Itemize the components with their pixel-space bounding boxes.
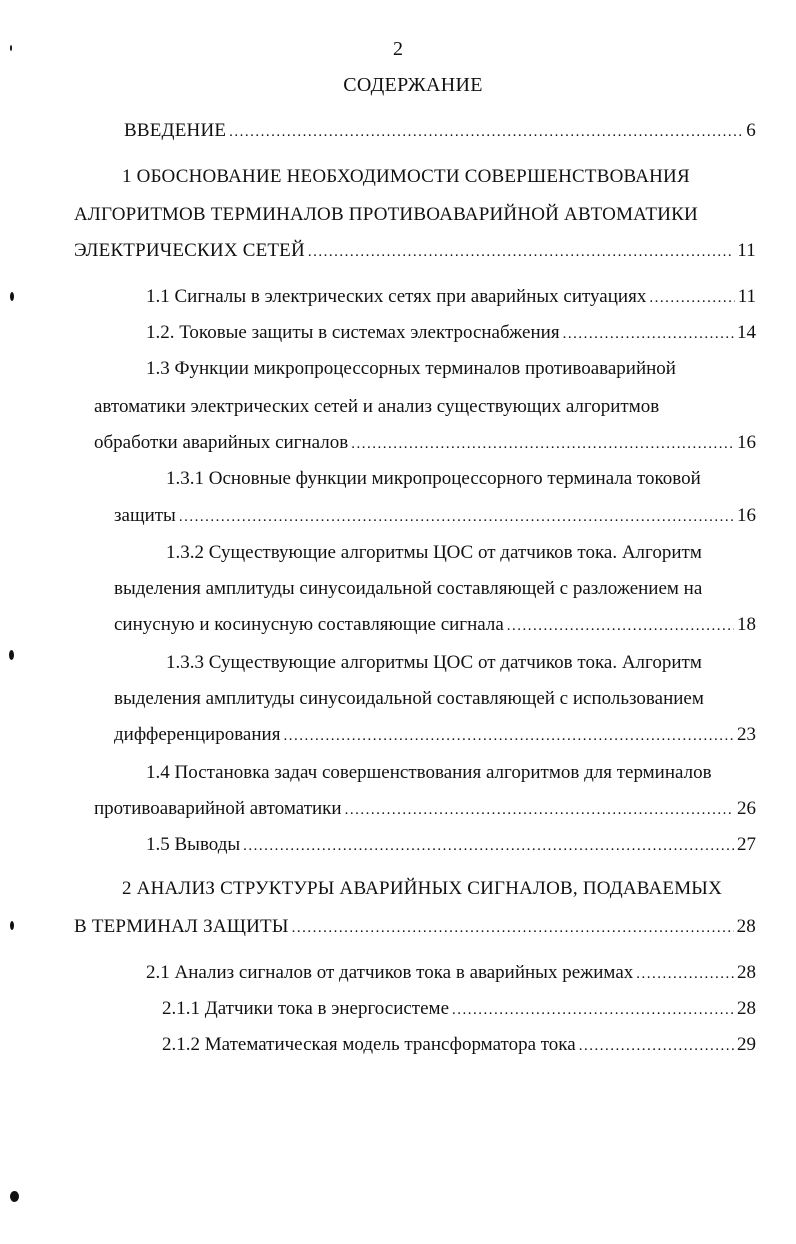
toc-entry-chapter-1-line: АЛГОРИТМОВ ТЕРМИНАЛОВ ПРОТИВОАВАРИЙНОЙ АВТОМАТИКИ — [74, 204, 698, 225]
toc-entry-page: 27 — [737, 834, 756, 855]
toc-entry-chapter-1[interactable] — [74, 238, 756, 264]
toc-entry-chapter-2-line: 2 АНАЛИЗ СТРУКТУРЫ АВАРИЙНЫХ СИГНАЛОВ, ПОДАВАЕМЫХ — [122, 878, 722, 899]
page-number: 2 — [393, 38, 403, 60]
scan-mark — [9, 650, 14, 660]
toc-entry-1-3-line: 1.3 Функции микропроцессорных терминалов противоаварийной — [146, 358, 676, 379]
toc-entry-2-1-1[interactable] — [162, 996, 756, 1022]
toc-leader-dots — [229, 119, 743, 145]
toc-entry-text: защиты — [114, 505, 176, 526]
toc-leader-dots — [507, 613, 734, 639]
toc-entry-text: дифференцирования — [114, 724, 281, 745]
toc-entry-page: 16 — [737, 432, 756, 453]
toc-leader-dots — [636, 961, 734, 987]
toc-entry-text: 1.1 Сигналы в электрических сетях при аварийных ситуациях — [146, 286, 647, 307]
toc-entry-1-3-2-line: 1.3.2 Существующие алгоритмы ЦОС от датчиков тока. Алгоритм — [166, 542, 702, 563]
toc-entry-1-4[interactable] — [94, 796, 756, 822]
toc-leader-dots — [452, 997, 734, 1023]
toc-leader-dots — [345, 797, 734, 823]
toc-entry-page: 6 — [746, 120, 756, 141]
toc-entry-text: синусную и косинусную составляющие сигнала — [114, 614, 504, 635]
toc-leader-dots — [649, 285, 734, 311]
toc-entry-text: 2.1 Анализ сигналов от датчиков тока в аварийных режимах — [146, 962, 634, 983]
toc-entry-1-3-2[interactable] — [114, 612, 756, 638]
toc-entry-1-3-2-line: выделения амплитуды синусоидальной составляющей с разложением на — [114, 578, 703, 599]
toc-entry-2-1[interactable] — [146, 960, 756, 986]
scan-mark — [10, 292, 14, 301]
toc-entry-text: обработки аварийных сигналов — [94, 432, 349, 453]
toc-leader-dots — [563, 321, 734, 347]
toc-entry-text: ЭЛЕКТРИЧЕСКИХ СЕТЕЙ — [74, 240, 305, 261]
toc-entry-page: 23 — [737, 724, 756, 745]
toc-entry-text: 2.1.2 Математическая модель трансформатора тока — [162, 1034, 576, 1055]
toc-entry-page: 11 — [737, 240, 756, 261]
toc-entry-page: 28 — [737, 962, 756, 983]
toc-entry-1-5[interactable] — [146, 832, 756, 858]
toc-entry-2-1-2[interactable] — [162, 1032, 756, 1058]
toc-entry-page: 11 — [737, 286, 756, 307]
toc-title: СОДЕРЖАНИЕ — [343, 74, 483, 96]
toc-leader-dots — [351, 431, 734, 457]
toc-entry-text: 1.5 Выводы — [146, 834, 241, 855]
toc-entry-1-4-line: 1.4 Постановка задач совершенствования алгоритмов для терминалов — [146, 762, 712, 783]
toc-entry-introduction[interactable] — [124, 118, 756, 144]
toc-entry-page: 28 — [737, 998, 756, 1019]
toc-entry-1-3-3-line: выделения амплитуды синусоидальной составляющей с использованием — [114, 688, 704, 709]
toc-entry-1-3-line: автоматики электрических сетей и анализ существующих алгоритмов — [94, 396, 660, 417]
toc-leader-dots — [308, 239, 734, 265]
toc-entry-page: 14 — [737, 322, 756, 343]
toc-entry-1-3[interactable] — [94, 430, 756, 456]
toc-leader-dots — [243, 833, 734, 859]
toc-entry-1-2[interactable] — [146, 320, 756, 346]
toc-leader-dots — [283, 723, 734, 749]
toc-leader-dots — [179, 504, 734, 530]
toc-entry-page: 16 — [737, 505, 756, 526]
toc-entry-text: 1.2. Токовые защиты в системах электроснабжения — [146, 322, 560, 343]
scan-mark — [10, 921, 14, 930]
toc-entry-text: противоаварийной автоматики — [94, 798, 342, 819]
toc-entry-page: 28 — [736, 916, 756, 937]
toc-entry-1-3-3[interactable] — [114, 722, 756, 748]
toc-entry-1-3-1[interactable] — [114, 503, 756, 529]
toc-entry-text: ВВЕДЕНИЕ — [124, 120, 227, 141]
toc-entry-page: 29 — [737, 1034, 756, 1055]
toc-leader-dots — [292, 915, 734, 941]
toc-entry-1-3-3-line: 1.3.3 Существующие алгоритмы ЦОС от датчиков тока. Алгоритм — [166, 652, 702, 673]
toc-entry-page: 18 — [737, 614, 756, 635]
toc-entry-1-1[interactable] — [146, 284, 756, 310]
toc-entry-chapter-1-line: 1 ОБОСНОВАНИЕ НЕОБХОДИМОСТИ СОВЕРШЕНСТВОВАНИЯ — [122, 166, 690, 187]
scan-mark — [10, 45, 12, 51]
scan-mark — [10, 1191, 19, 1202]
toc-entry-1-3-1-line: 1.3.1 Основные функции микропроцессорного терминала токовой — [166, 468, 701, 489]
toc-entry-page: 26 — [737, 798, 756, 819]
toc-entry-text: 2.1.1 Датчики тока в энергосистеме — [162, 998, 450, 1019]
toc-entry-chapter-2[interactable] — [74, 914, 756, 940]
toc-leader-dots — [579, 1033, 734, 1059]
toc-entry-text: В ТЕРМИНАЛ ЗАЩИТЫ — [74, 916, 289, 937]
